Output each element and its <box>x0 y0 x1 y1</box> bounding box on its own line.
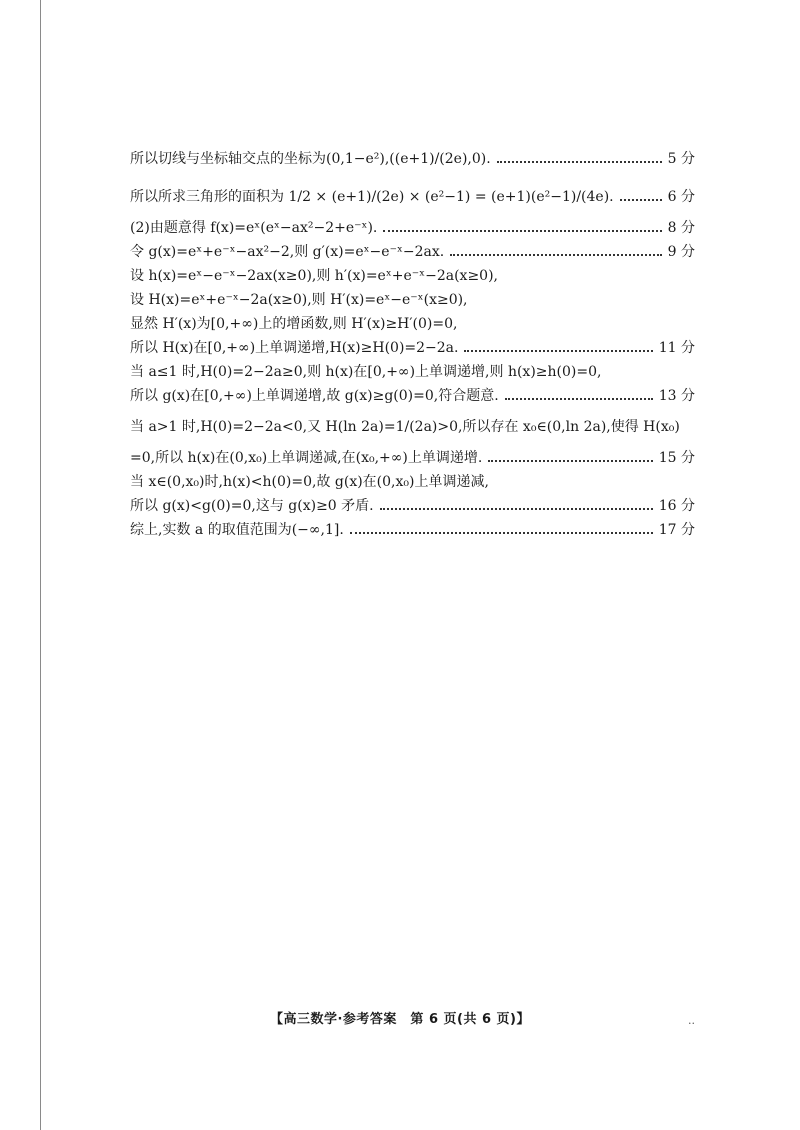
dot-leader <box>488 459 652 462</box>
answer-line-text: 所以 g(x)在[0,+∞)上单调递增,故 g(x)≥g(0)=0,符合题意. <box>130 388 499 404</box>
answer-line-text: (2)由题意得 f(x)=eˣ(eˣ−ax²−2+e⁻ˣ). <box>130 220 378 236</box>
answer-content <box>130 140 695 542</box>
answer-line-text: 显然 H′(x)为[0,+∞)上的增函数,则 H′(x)≥H′(0)=0, <box>130 316 458 332</box>
dot-leader <box>620 198 662 201</box>
answer-line-1 <box>130 140 695 178</box>
answer-line-text: 所以 H(x)在[0,+∞)上单调递增,H(x)≥H(0)=2−2a. <box>130 340 459 356</box>
answer-line-14 <box>130 494 695 518</box>
answer-line-9 <box>130 360 695 384</box>
answer-line-text: 当 a>1 时,H(0)=2−2a<0,又 H(ln 2a)=1/(2a)>0,所以存在 x₀∈(0,ln 2a),使得 H(x₀) <box>130 419 680 435</box>
answer-line-12 <box>130 446 695 470</box>
answer-line-5 <box>130 264 695 288</box>
dot-leader <box>380 507 653 510</box>
score-label: 9 分 <box>667 244 695 260</box>
answer-line-text: 令 g(x)=eˣ+e⁻ˣ−ax²−2,则 g′(x)=eˣ−e⁻ˣ−2ax. <box>130 244 445 260</box>
answer-line-text: 综上,实数 a 的取值范围为(−∞,1]. <box>130 522 344 538</box>
score-label: 11 分 <box>658 340 695 356</box>
score-label: 5 分 <box>667 151 695 167</box>
page-footer: 【高三数学·参考答案 第 6 页(共 6 页)】 <box>269 1012 531 1027</box>
answer-line-4 <box>130 240 695 264</box>
corner-mark: .. <box>688 1014 695 1027</box>
score-label: 16 分 <box>658 498 695 514</box>
answer-line-text: 所以切线与坐标轴交点的坐标为(0,1−e²),((e+1)/(2e),0). <box>130 151 491 167</box>
answer-line-10 <box>130 384 695 408</box>
dot-leader <box>497 160 662 163</box>
score-label: 15 分 <box>658 450 695 466</box>
score-label: 13 分 <box>658 388 695 404</box>
score-label: 8 分 <box>667 220 695 236</box>
dot-leader <box>383 229 661 232</box>
score-label: 6 分 <box>667 189 695 205</box>
answer-line-text: 当 a≤1 时,H(0)=2−2a≥0,则 h(x)在[0,+∞)上单调递增,则 h(x)≥h(0)=0, <box>130 364 602 380</box>
answer-line-text: 设 H(x)=eˣ+e⁻ˣ−2a(x≥0),则 H′(x)=eˣ−e⁻ˣ(x≥0), <box>130 292 468 308</box>
answer-line-13 <box>130 470 695 494</box>
dot-leader <box>464 349 652 352</box>
dot-leader <box>505 397 653 400</box>
answer-line-text: =0,所以 h(x)在(0,x₀)上单调递减,在(x₀,+∞)上单调递增. <box>130 450 483 466</box>
score-label: 17 分 <box>658 522 695 538</box>
answer-line-text: 所以所求三角形的面积为 1/2 × (e+1)/(2e) × (e²−1) = (e+1)(e²−1)/(4e). <box>130 189 614 205</box>
left-margin-rule <box>40 0 41 1130</box>
answer-line-text: 当 x∈(0,x₀)时,h(x)<h(0)=0,故 g(x)在(0,x₀)上单调递减, <box>130 474 489 490</box>
answer-line-7 <box>130 312 695 336</box>
answer-line-2 <box>130 178 695 216</box>
answer-line-text: 设 h(x)=eˣ−e⁻ˣ−2ax(x≥0),则 h′(x)=eˣ+e⁻ˣ−2a(x≥0), <box>130 268 499 284</box>
answer-line-11 <box>130 408 695 446</box>
dot-leader <box>450 253 661 256</box>
dot-leader <box>350 531 653 534</box>
answer-line-text: 所以 g(x)<g(0)=0,这与 g(x)≥0 矛盾. <box>130 498 374 514</box>
answer-line-3 <box>130 216 695 240</box>
answer-line-8 <box>130 336 695 360</box>
answer-line-6 <box>130 288 695 312</box>
answer-line-15 <box>130 518 695 542</box>
